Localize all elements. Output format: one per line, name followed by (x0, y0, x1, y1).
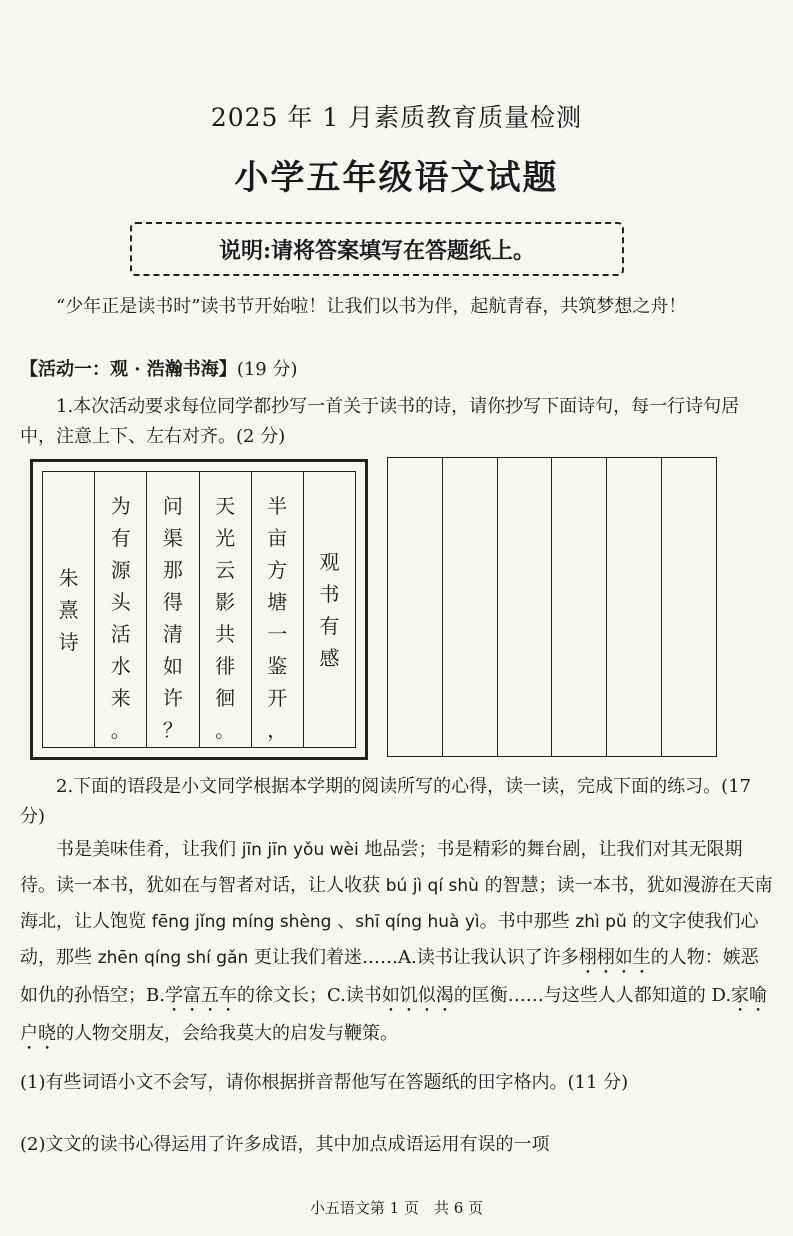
activity1-label: 【活动一：观 · 浩瀚书海】 (20, 359, 237, 380)
poem-frame (30, 459, 368, 760)
activity1-points: (19 分) (236, 359, 298, 380)
idiom-d: 家喻户晓 (20, 985, 768, 1044)
pinyin-5: zhì pǔ (575, 912, 627, 932)
answer-column[interactable] (552, 458, 607, 756)
pinyin-6: zhēn qíng shí gǎn (97, 948, 249, 968)
page-title: 小学五年级语文试题 (234, 158, 559, 198)
notice-box (130, 222, 624, 276)
idiom-a: 栩栩如生 (578, 947, 651, 968)
poem-col-title: 观 书 有 感 (319, 549, 340, 670)
sub-question-1: (1)有些词语小文不会写，请你根据拼音帮他写在答题纸的田字格内。(11 分) (20, 1072, 629, 1093)
pinyin-2: bú jì qí shù (385, 876, 479, 896)
exam-header: 2025 年 1 月素质教育质量检测 (210, 103, 583, 132)
reading-passage: 书是美味佳肴，让我们 jīn jīn yǒu wèi 地品尝；书是精彩的舞台剧，让我们对其无限期待。读一本书，犹如在与智者对话，让人收获 bú jì qí shù 的智慧；读一本书，犹如漫游在天南海北，让人饱览 fēng jǐng míng shèng 、shī qíng huà yì。书中那些 zhì pǔ 的文字使我们心动，那些 zhēn qíng shí gǎn 更让我们着迷……A.读书让我认识了许多栩栩如生的人物：嫉恶如仇的孙悟空；B.学富五车的徐文长；C.读书如饥似渴的匡衡……与这些人人都知道的 D.家喻户晓的人物交朋友，会给我莫大的启发与鞭策。 (20, 839, 773, 1044)
answer-grid[interactable] (387, 457, 717, 757)
pinyin-3: fēng jǐng míng shèng (151, 912, 332, 932)
answer-column[interactable] (388, 458, 443, 756)
question-1: 1.本次活动要求每位同学都抄写一首关于读书的诗，请你抄写下面诗句，每一行诗句居中，注意上下、左右对齐。(2 分) (20, 396, 740, 447)
activity1-heading (20, 355, 297, 381)
answer-column[interactable] (498, 458, 553, 756)
answer-column[interactable] (662, 458, 716, 756)
answer-column[interactable] (607, 458, 662, 756)
poem-col-line2: 天 光 云 影 共 徘 徊 。 (200, 472, 252, 747)
poem-col-line4: 为 有 源 头 活 水 来 。 (95, 472, 147, 747)
intro-paragraph: “少年正是读书时”读书节开始啦！让我们以书为伴，起航青春，共筑梦想之舟！ (56, 296, 687, 317)
poem-col-author: 朱 熹 诗 (43, 472, 95, 747)
poem-col-line3: 问 渠 那 得 清 如 许 ？ (147, 472, 199, 747)
poem-columns (42, 471, 356, 748)
page-footer: 小五语文第 1 页 共 6 页 (309, 1199, 484, 1217)
question-2: 2.下面的语段是小文同学根据本学期的阅读所写的心得，读一读，完成下面的练习。(17 分) (20, 776, 752, 827)
sub-question-2: (2)文文的读书心得运用了许多成语，其中加点成语运用有误的一项 (20, 1134, 550, 1155)
poem-col-line1: 半 亩 方 塘 一 鉴 开 ， (252, 472, 304, 747)
notice-text: 说明:请将答案填写在答题纸上。 (218, 237, 536, 264)
answer-column[interactable] (443, 458, 498, 756)
pinyin-1: jīn jīn yǒu wèi (241, 840, 359, 860)
pinyin-4: shī qíng huà yì (355, 912, 480, 932)
idiom-b: 学富五车 (164, 985, 237, 1006)
idiom-c: 如饥似渴 (381, 985, 454, 1006)
